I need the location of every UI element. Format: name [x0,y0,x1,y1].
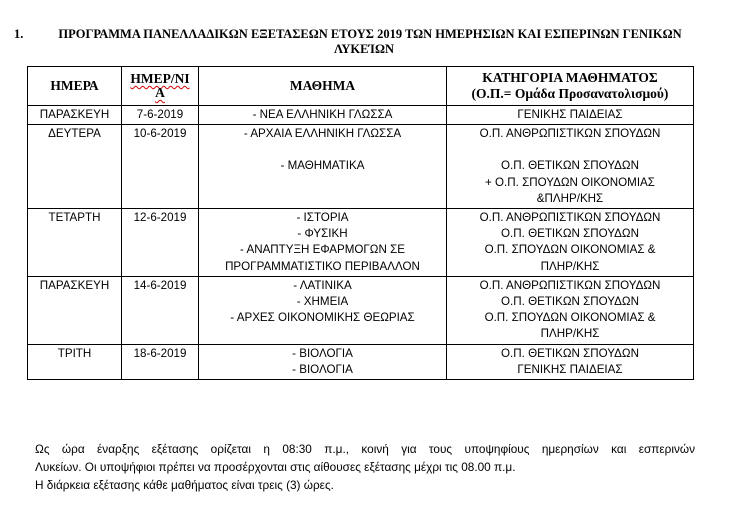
cell-categories: Ο.Π. ΑΝΘΡΩΠΙΣΤΙΚΩΝ ΣΠΟΥΔΩΝ Ο.Π. ΘΕΤΙΚΩΝ ΣΠΟΥΔΩΝ Ο.Π. ΣΠΟΥΔΩΝ ΟΙΚΟΝΟΜΙΑΣ & ΠΛΗΡ/ΚΗΣ [447,276,694,344]
table-row [28,209,694,277]
table-header-row [28,67,694,106]
cell-date: 18-6-2019 [122,344,199,379]
table-row [28,106,694,125]
note-arrival-time: Λυκείων. Οι υποψήφιοι πρέπει να προσέρχονται στις αίθουσες εξέτασης μέχρι τις 08.00 π.μ. [35,460,516,474]
title-line-2: ΛΥΚΕΊΩΝ [333,42,394,56]
cell-date: 12-6-2019 [122,209,199,277]
section-number: 1. [14,27,24,41]
note-duration: Η διάρκεια εξέτασης κάθε μαθήματος είναι τρεις (3) ώρες. [35,478,334,492]
header-subject: ΜΑΘΗΜΑ [199,67,447,106]
cell-day: ΠΑΡΑΣΚΕΥΗ [28,106,122,125]
header-day: ΗΜΕΡΑ [28,67,122,106]
title-line-1: ΠΡΟΓΡΑΜΜΑ ΠΑΝΕΛΛΑΔΙΚΩΝ ΕΞΕΤΑΣΕΩΝ ΕΤΟΥΣ 2019 ΤΩΝ ΗΜΕΡΗΣΙΩΝ ΚΑΙ ΕΣΠΕΡΙΝΩΝ ΓΕΝΙΚΩΝ [58,27,682,41]
table-row [28,344,694,379]
cell-categories: ΓΕΝΙΚΗΣ ΠΑΙΔΕΙΑΣ [447,106,694,125]
document-title [14,27,714,57]
cell-subjects: - ΒΙΟΛΟΓΙΑ - ΒΙΟΛΟΓΙΑ [199,344,447,379]
cell-subjects: - ΑΡΧΑΙΑ ΕΛΛΗΝΙΚΗ ΓΛΩΣΣΑ - ΜΑΘΗΜΑΤΙΚΑ [199,125,447,209]
table-row [28,276,694,344]
table-row [28,125,694,209]
header-category: ΚΑΤΗΓΟΡΙΑ ΜΑΘΗΜΑΤΟΣ (Ο.Π.= Ομάδα Προσανατολισμού) [447,67,694,106]
cell-categories: Ο.Π. ΘΕΤΙΚΩΝ ΣΠΟΥΔΩΝ ΓΕΝΙΚΗΣ ΠΑΙΔΕΙΑΣ [447,344,694,379]
exam-notes [35,440,695,494]
cell-subjects: - ΙΣΤΟΡΙΑ - ΦΥΣΙΚΗ - ΑΝΑΠΤΥΞΗ ΕΦΑΡΜΟΓΩΝ ΣΕ ΠΡΟΓΡΑΜΜΑΤΙΣΤΙΚΟ ΠΕΡΙΒΑΛΛΟΝ [199,209,447,277]
cell-categories: Ο.Π. ΑΝΘΡΩΠΙΣΤΙΚΩΝ ΣΠΟΥΔΩΝ Ο.Π. ΘΕΤΙΚΩΝ ΣΠΟΥΔΩΝ + Ο.Π. ΣΠΟΥΔΩΝ ΟΙΚΟΝΟΜΙΑΣ &ΠΛΗΡ/ΚΗΣ [447,125,694,209]
cell-day: ΠΑΡΑΣΚΕΥΗ [28,276,122,344]
cell-subjects: - ΛΑΤΙΝΙΚΑ - ΧΗΜΕΙΑ - ΑΡΧΕΣ ΟΙΚΟΝΟΜΙΚΗΣ ΘΕΩΡΙΑΣ [199,276,447,344]
exam-schedule-table [27,66,694,380]
cell-date: 10-6-2019 [122,125,199,209]
cell-day: ΔΕΥΤΕΡΑ [28,125,122,209]
cell-day: ΤΡΙΤΗ [28,344,122,379]
cell-subjects: - ΝΕΑ ΕΛΛΗΝΙΚΗ ΓΛΩΣΣΑ [199,106,447,125]
cell-categories: Ο.Π. ΑΝΘΡΩΠΙΣΤΙΚΩΝ ΣΠΟΥΔΩΝ Ο.Π. ΘΕΤΙΚΩΝ ΣΠΟΥΔΩΝ Ο.Π. ΣΠΟΥΔΩΝ ΟΙΚΟΝΟΜΙΑΣ & ΠΛΗΡ/ΚΗΣ [447,209,694,277]
note-start-time: Ως ώρα έναρξης εξέτασης ορίζεται η 08:30 π.μ., κοινή για τους υποψηφίους ημερησίων και εσπερινών [35,442,695,456]
header-date: ΗΜΕΡ/ΝΙ Α [122,67,199,106]
cell-date: 14-6-2019 [122,276,199,344]
cell-date: 7-6-2019 [122,106,199,125]
cell-day: ΤΕΤΑΡΤΗ [28,209,122,277]
